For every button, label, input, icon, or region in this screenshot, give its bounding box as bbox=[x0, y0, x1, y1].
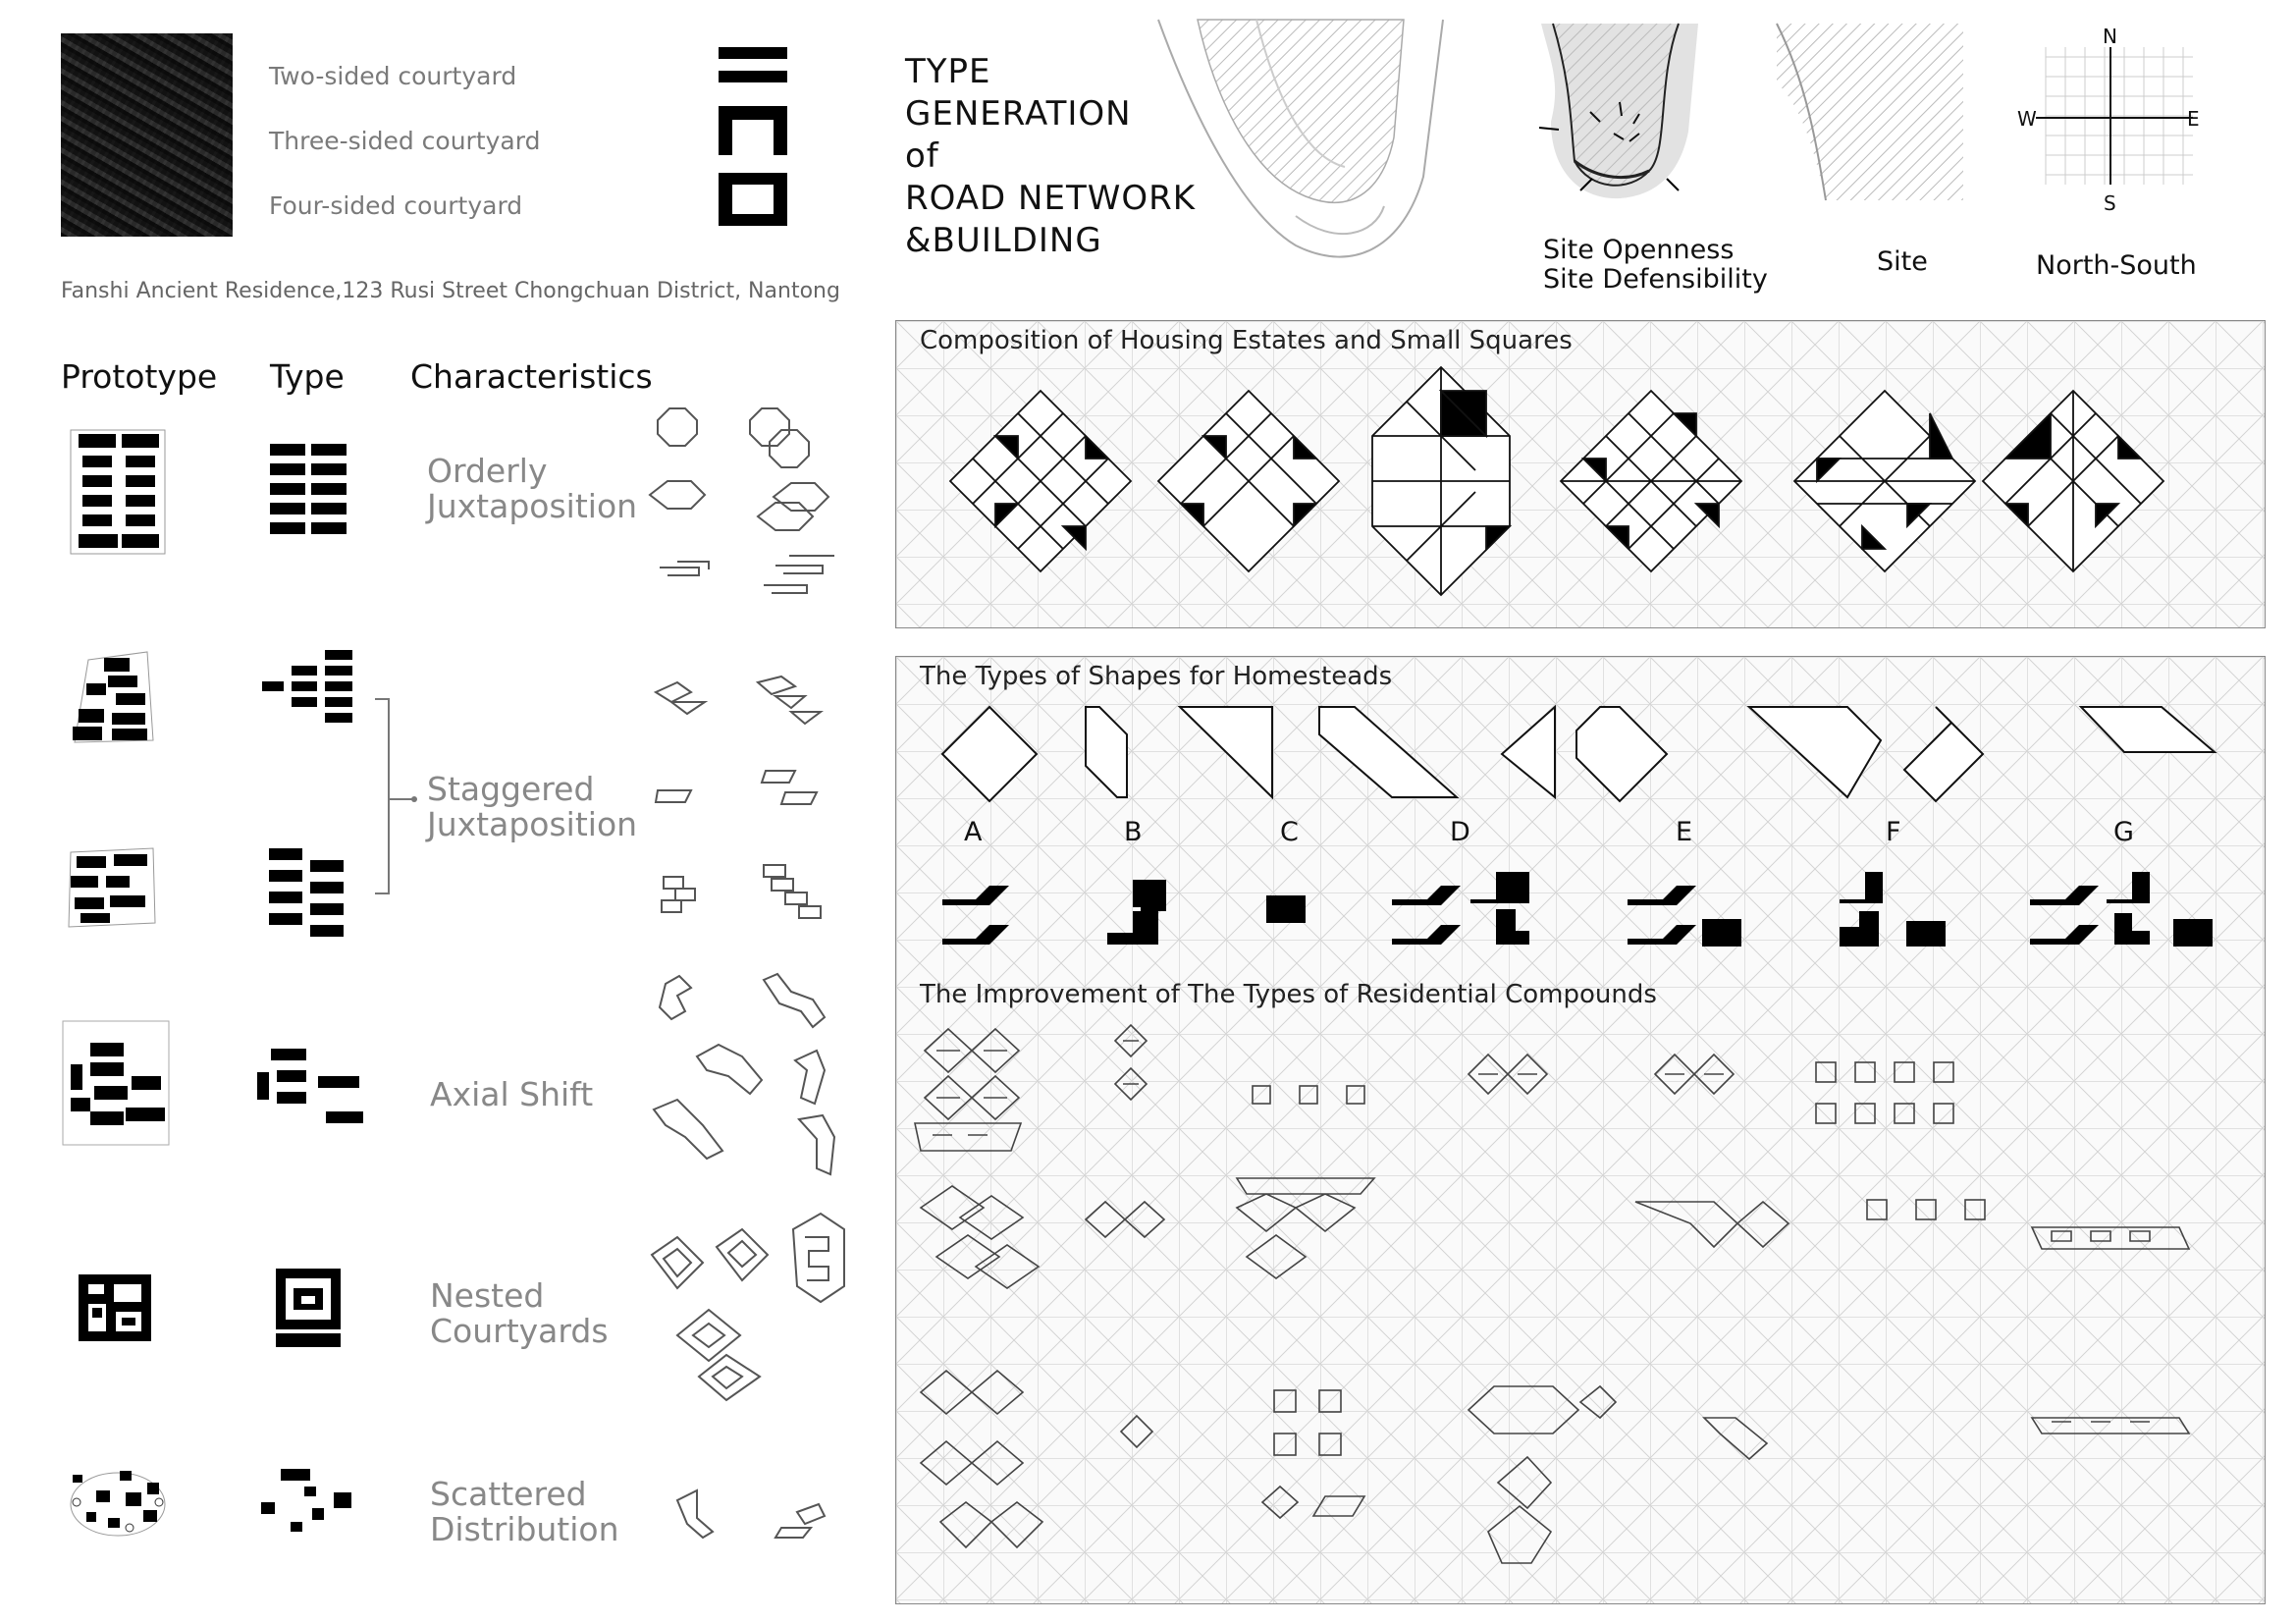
char-scattered: Scattered Distribution bbox=[430, 1475, 619, 1548]
main-title: TYPE GENERATION of ROAD NETWORK &BUILDING bbox=[905, 52, 1197, 260]
type-staggered-1 bbox=[260, 650, 358, 734]
improvement-row-1 bbox=[915, 1025, 1953, 1151]
char-staggered: Staggered Juxtaposition bbox=[427, 770, 638, 843]
site-map-river bbox=[1139, 20, 1472, 304]
courtyard-legend-icons bbox=[717, 45, 791, 232]
improvement-row-3 bbox=[921, 1371, 2189, 1563]
site-openness-label: Site Openness bbox=[1543, 235, 1735, 265]
prototype-staggered-1 bbox=[69, 650, 157, 744]
letter-a: A bbox=[964, 817, 983, 847]
shape-6 bbox=[1576, 707, 1667, 801]
legend-four-sided: Four-sided courtyard bbox=[269, 191, 523, 220]
header-type: Type bbox=[270, 357, 345, 396]
site-map bbox=[1777, 24, 1963, 200]
north-south-label: North-South bbox=[2036, 250, 2197, 281]
compass-w: W bbox=[2017, 107, 2037, 131]
aerial-photo bbox=[61, 33, 233, 237]
letter-e: E bbox=[1676, 817, 1693, 847]
compass-grid bbox=[2036, 47, 2203, 194]
homestead-shapes bbox=[923, 697, 2238, 805]
diagram-axial bbox=[648, 972, 854, 1208]
letter-g: G bbox=[2113, 817, 2134, 847]
staggered-bracket bbox=[373, 697, 432, 898]
shape-7 bbox=[1749, 707, 1881, 797]
improvement-row-2 bbox=[921, 1178, 2189, 1288]
letter-f: F bbox=[1886, 817, 1901, 847]
letter-d: D bbox=[1450, 817, 1470, 847]
legend-three-sided: Three-sided courtyard bbox=[269, 127, 541, 155]
prototype-scattered bbox=[67, 1463, 169, 1542]
compass-s: S bbox=[2104, 191, 2116, 215]
improvement-title: The Improvement of The Types of Residential Compounds bbox=[920, 980, 1657, 1009]
address-text: Fanshi Ancient Residence,123 Rusi Street Chongchuan District, Nantong bbox=[61, 279, 840, 303]
diagram-orderly bbox=[648, 393, 854, 599]
prototype-axial bbox=[61, 1017, 171, 1147]
site-openness-map bbox=[1531, 24, 1708, 220]
shape-8 bbox=[1904, 707, 1983, 801]
compass-n: N bbox=[2103, 25, 2117, 48]
shapes-title: The Types of Shapes for Homesteads bbox=[920, 662, 1393, 691]
type-staggered-2 bbox=[267, 848, 355, 937]
type-axial bbox=[257, 1047, 365, 1127]
diagram-scattered bbox=[667, 1483, 834, 1551]
shape-2 bbox=[1086, 707, 1127, 797]
char-nested: Nested Courtyards bbox=[430, 1276, 609, 1350]
improvement-diagrams bbox=[913, 1021, 2258, 1591]
legend-two-sided: Two-sided courtyard bbox=[269, 62, 517, 90]
shape-type-icons bbox=[940, 870, 2236, 950]
four-sided-icon bbox=[719, 173, 787, 226]
shape-5 bbox=[1502, 707, 1555, 797]
three-sided-icon bbox=[719, 106, 787, 155]
shape-4 bbox=[1319, 707, 1457, 797]
header-prototype: Prototype bbox=[61, 357, 218, 396]
header-characteristics: Characteristics bbox=[410, 357, 653, 396]
site-defensibility-label: Site Defensibility bbox=[1543, 264, 1768, 295]
shape-1 bbox=[942, 707, 1037, 801]
prototype-staggered-2 bbox=[67, 846, 157, 929]
letter-c: C bbox=[1280, 817, 1299, 847]
shape-9 bbox=[2081, 707, 2215, 752]
prototype-orderly bbox=[69, 428, 167, 556]
char-axial: Axial Shift bbox=[430, 1075, 594, 1113]
compass-e: E bbox=[2187, 107, 2200, 131]
site-label: Site bbox=[1877, 246, 1928, 277]
char-orderly: Orderly Juxtaposition bbox=[427, 452, 638, 525]
type-scattered bbox=[257, 1469, 359, 1536]
composition-title: Composition of Housing Estates and Small Squares bbox=[920, 326, 1573, 355]
two-sided-icon bbox=[719, 47, 787, 59]
composition-diagrams bbox=[913, 363, 2258, 599]
prototype-nested bbox=[77, 1272, 153, 1343]
shape-3 bbox=[1180, 707, 1272, 797]
type-nested bbox=[274, 1267, 343, 1349]
diagram-nested bbox=[648, 1208, 854, 1434]
type-orderly bbox=[270, 444, 348, 538]
letter-b: B bbox=[1124, 817, 1143, 847]
diagram-staggered bbox=[648, 673, 854, 928]
